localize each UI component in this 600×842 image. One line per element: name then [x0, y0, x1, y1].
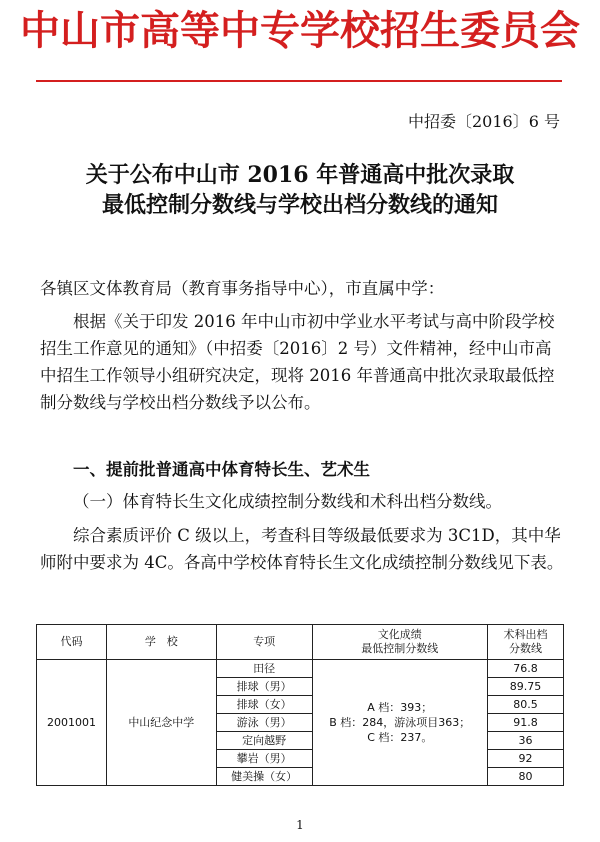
- sport-cell: 健美操（女）: [216, 768, 312, 786]
- sport-cell: 攀岩（男）: [216, 750, 312, 768]
- cutoff-c: C 档：237。: [367, 731, 433, 744]
- sport-cell: 排球（男）: [216, 678, 312, 696]
- table-header-row: [37, 625, 564, 660]
- cutoff-lines: [312, 660, 488, 786]
- masthead-title: 中山市高等中专学校招生委员会: [20, 7, 580, 54]
- section-heading-1: 一、提前批普通高中体育特长生、艺术生: [73, 460, 370, 479]
- score-cell: 92: [488, 750, 564, 768]
- notice-title-line-2: 最低控制分数线与学校出档分数线的通知: [101, 192, 498, 218]
- score-cell: 36: [488, 732, 564, 750]
- score-cell: 76.8: [488, 660, 564, 678]
- page-number: 1: [296, 818, 304, 832]
- score-cell: 91.8: [488, 714, 564, 732]
- header-school: 学 校: [106, 625, 216, 660]
- school-name: 中山纪念中学: [106, 660, 216, 786]
- score-cell: 89.75: [488, 678, 564, 696]
- header-skill-score: 术科出档 分数线: [488, 625, 564, 660]
- notice-title-line-1: 关于公布中山市 2016 年普通高中批次录取: [85, 162, 515, 188]
- school-code: 2001001: [37, 660, 107, 786]
- score-table: [36, 624, 564, 786]
- salutation: 各镇区文体教育局（教育事务指导中心），市直属中学：: [40, 279, 445, 298]
- cutoff-b: B 档：284，游泳项目363；: [329, 716, 471, 729]
- header-sport: 专项: [216, 625, 312, 660]
- table-row: [37, 660, 564, 678]
- notice-title: [0, 160, 600, 220]
- requirement-paragraph: 综合素质评价 C 级以上，考查科目等级最低要求为 3C1D，其中华师附中要求为 4C。各高中学校体育特长生文化成绩控制分数线见下表。: [40, 526, 564, 572]
- body-paragraph: 根据《关于印发 2016 年中山市初中学业水平考试与高中阶段学校招生工作意见的通知》（中招委〔2016〕2 号）文件精神，经中山市高中招生工作领导小组研究决定，现将 2016 年普通高中批次录取最低控制分数线与学校出档分数线予以公布。: [40, 312, 555, 412]
- sport-cell: 田径: [216, 660, 312, 678]
- header-cutoff: 文化成绩 最低控制分数线: [312, 625, 488, 660]
- section-heading-2: （一）体育特长生文化成绩控制分数线和术科出档分数线。: [73, 492, 502, 511]
- sport-cell: 排球（女）: [216, 696, 312, 714]
- document-number: 中招委〔2016〕6 号: [408, 112, 560, 131]
- masthead-rule: [36, 80, 562, 82]
- header-code: 代码: [37, 625, 107, 660]
- score-cell: 80: [488, 768, 564, 786]
- sport-cell: 游泳（男）: [216, 714, 312, 732]
- cutoff-a: A 档：393；: [367, 701, 433, 714]
- score-cell: 80.5: [488, 696, 564, 714]
- sport-cell: 定向越野: [216, 732, 312, 750]
